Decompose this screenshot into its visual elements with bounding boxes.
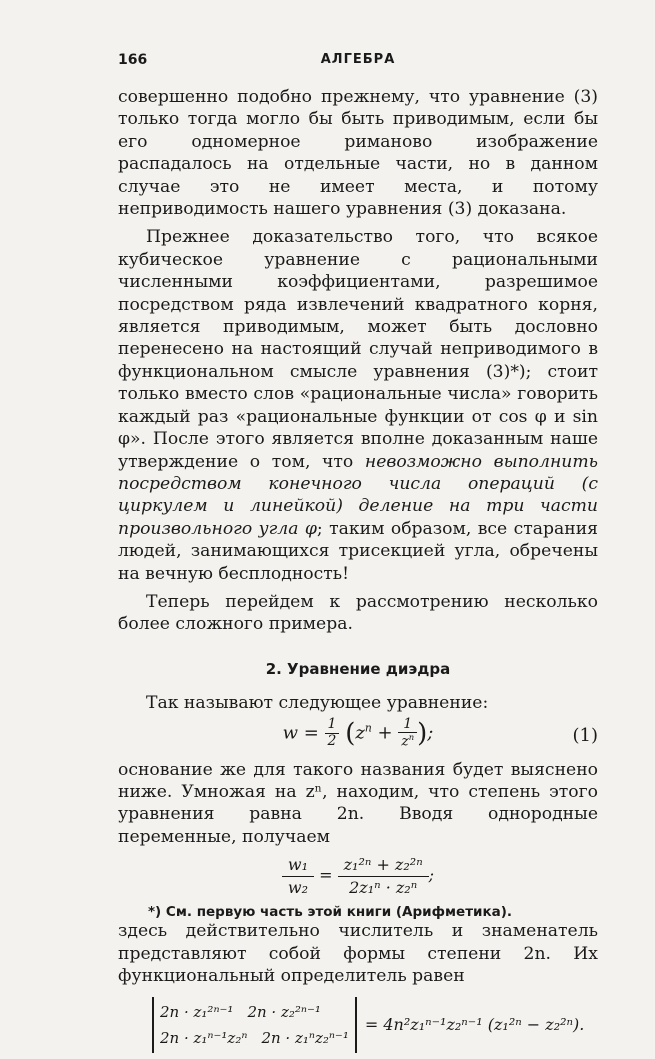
paragraph-2-part-a: Прежнее доказательство того, что всякое кубическое уравнение с рациональными численными коэффициентами, разрешимое посредством ряда извлечений квадратного корня, является приводимым, может быть дословно перенесено на настоящий случай неприводимого в функциональном смысле уравнения (3)*); стоит только вместо слов «рациональные числа» говорить каждый раз «рациональные функции от cos φ и sin φ». После этого является вполне доказанным наше утверждение о том, что: [118, 227, 598, 472]
paragraph-6: здесь действительно числитель и знаменатель представляют собой формы степени 2n. Их функциональный определитель равен: [118, 921, 598, 986]
det-r2c2: 2n · z₁ⁿz₂ⁿ⁻¹: [261, 1029, 349, 1048]
equation-number: (1): [572, 724, 598, 746]
eq2-equals: =: [314, 865, 338, 885]
eq2-lhs-den: w₂: [287, 877, 309, 897]
determinant-matrix: [152, 997, 357, 1053]
paragraph-3: Теперь перейдем к рассмотрению несколько более сложного примера.: [118, 591, 598, 635]
paragraph-2-italic: невозможно выполнить посредством конечного числа операций (с циркулем и линейкой) деление на три части произвольного угла φ: [118, 451, 598, 539]
determinant-equation: [118, 995, 598, 1055]
eq1-half-den: 2: [327, 732, 337, 749]
eq1-open-paren: (: [345, 718, 356, 749]
eq2-lhs-num: w₁: [282, 854, 314, 877]
eq2-rhs-frac: [338, 854, 429, 898]
eq2-rhs-den: 2z₁ⁿ · z₂ⁿ: [349, 877, 418, 897]
det-r1c2: 2n · z₂²ⁿ⁻¹: [247, 1003, 321, 1022]
paragraph-4: Так называют следующее уравнение:: [146, 693, 489, 714]
equation-1: [118, 717, 598, 757]
eq1-term: z: [355, 722, 365, 744]
eq1-plus: +: [371, 722, 399, 744]
eq1-half-num: 1: [325, 717, 340, 733]
eq1-frac-num: 1: [398, 717, 417, 733]
determinant-row-2: [160, 1025, 349, 1051]
determinant-result: = 4n²z₁ⁿ⁻¹z₂ⁿ⁻¹ (z₁²ⁿ − z₂²ⁿ).: [364, 1015, 585, 1035]
eq2-lhs-frac: [282, 854, 314, 898]
eq1-half: [325, 717, 340, 749]
eq1-frac-den: [398, 733, 417, 750]
paragraph-2: [118, 226, 598, 585]
det-r1c1: 2n · z₁²ⁿ⁻¹: [160, 1003, 234, 1022]
page-number: 166: [118, 52, 148, 68]
eq2-rhs-num: z₁²ⁿ + z₂²ⁿ: [338, 854, 429, 877]
eq1-frac-den-base: z: [401, 733, 409, 750]
eq1-close-paren: ): [417, 718, 428, 749]
paragraph-2-part-b: ; таким образом, все старания людей, занимающихся трисекцией угла, обречены на вечную бесплодность!: [118, 518, 599, 584]
eq1-lhs: w =: [282, 722, 325, 744]
determinant-row-1: [160, 999, 349, 1025]
paragraph-5: основание же для такого названия будет выяснено ниже. Умножая на zⁿ, находим, что степень этого уравнения равна 2n. Вводя однородные переменные, получаем: [118, 759, 598, 847]
eq1-semicolon: ;: [427, 722, 434, 744]
paragraph-1: совершенно подобно прежнему, что уравнение (3) только тогда могло бы быть приводимым, если бы его одномерное риманово изображение распадалось на отдельные части, но в данном случае это не имеет места, и потому неприводимость нашего уравнения (3) доказана.: [118, 87, 598, 220]
eq1-frac-den-exp: n: [408, 731, 415, 742]
page-header: [118, 52, 598, 72]
running-title: АЛГЕБРА: [320, 52, 396, 67]
eq2-semicolon: ;: [428, 865, 435, 885]
det-r2c1: 2n · z₁ⁿ⁻¹z₂ⁿ: [160, 1029, 248, 1048]
footnote: *) См. первую часть этой книги (Арифметика).: [148, 904, 513, 920]
eq1-frac: [398, 717, 417, 750]
eq1-term-exp: n: [364, 721, 372, 735]
section-title: 2. Уравнение диэдра: [265, 659, 451, 678]
